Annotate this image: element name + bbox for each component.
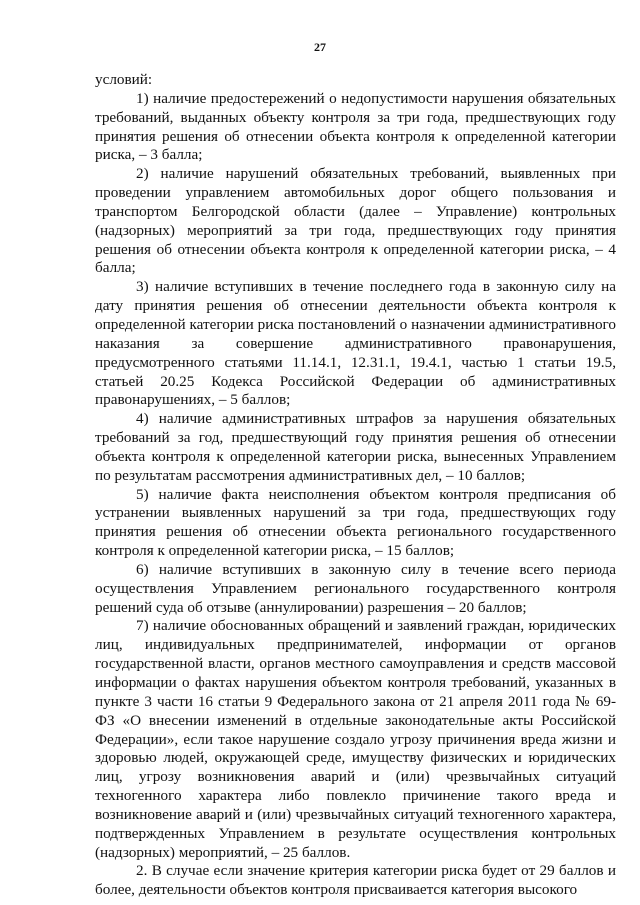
paragraph-item-2: 2) наличие нарушений обязательных требований, выявленных при проведении управлением автомобильных дорог общего пользования и транспортом Белгородской области (далее – Управление) контрольных (надзорных) мероприятий за три года, предшествующих году принятия решения об отнесении объекта контроля к определенной категории риска, – 4 балла; bbox=[95, 165, 616, 277]
paragraph-item-3: 3) наличие вступивших в течение последнего года в законную силу на дату принятия решения об отнесении деятельности объекта контроля к определенной категории риска постановлений о назначении административного наказания за совершение административного правонарушения, предусмотренного статьями 11.14.1, 12.31.1, 19.4.1, частью 1 статьи 19.5, статьей 20.25 Кодекса Российской Федерации об административных правонарушениях, – 5 баллов; bbox=[95, 278, 616, 409]
paragraph-item-5: 5) наличие факта неисполнения объектом контроля предписания об устранении выявленных нарушений за три года, предшествующих году принятия решения об отнесении объекта регионального государственного контроля к определенной категории риска, – 15 баллов; bbox=[95, 485, 616, 560]
paragraph-item-1: 1) наличие предостережений о недопустимости нарушения обязательных требований, выданных объекту контроля за три года, предшествующих году принятия решения об отнесении объекта контроля к определенной категории риска, – 3 балла; bbox=[95, 89, 616, 164]
page-number: 27 bbox=[314, 40, 326, 54]
paragraph-continuation: условий: bbox=[95, 71, 153, 88]
document-body bbox=[95, 71, 616, 900]
paragraph-clause-2: 2. В случае если значение критерия категории риска будет от 29 баллов и более, деятельности объектов контроля присваивается категория высокого bbox=[95, 862, 616, 899]
paragraph-item-7: 7) наличие обоснованных обращений и заявлений граждан, юридических лиц, индивидуальных предпринимателей, информации от органов государственной власти, органов местного самоуправления и средств массовой информации о фактах нарушения объектом контроля требований, указанных в пункте 3 части 16 статьи 9 Федерального закона от 21 апреля 2011 года № 69-ФЗ «О внесении изменений в отдельные законодательные акты Российской Федерации», если такое нарушение создало угрозу причинения вреда жизни и здоровью людей, окружающей среде, имуществу физических и юридических лиц, угрозу возникновения аварий и (или) чрезвычайных ситуаций техногенного характера либо повлекло причинение такого вреда и возникновение аварий и (или) чрезвычайных ситуаций техногенного характера, подтвержденных Управлением в результате осуществления контрольных (надзорных) мероприятий, – 25 баллов. bbox=[95, 617, 616, 861]
paragraph-item-6: 6) наличие вступивших в законную силу в течение всего периода осуществления Управлением регионального государственного контроля решений суда об отзыве (аннулировании) разрешения – 20 баллов; bbox=[95, 560, 616, 616]
paragraph-item-4: 4) наличие административных штрафов за нарушения обязательных требований за год, предшествующий году принятия решения об отнесении объекта контроля к определенной категории риска, вынесенных Управлением по результатам рассмотрения административных дел, – 10 баллов; bbox=[95, 410, 616, 484]
